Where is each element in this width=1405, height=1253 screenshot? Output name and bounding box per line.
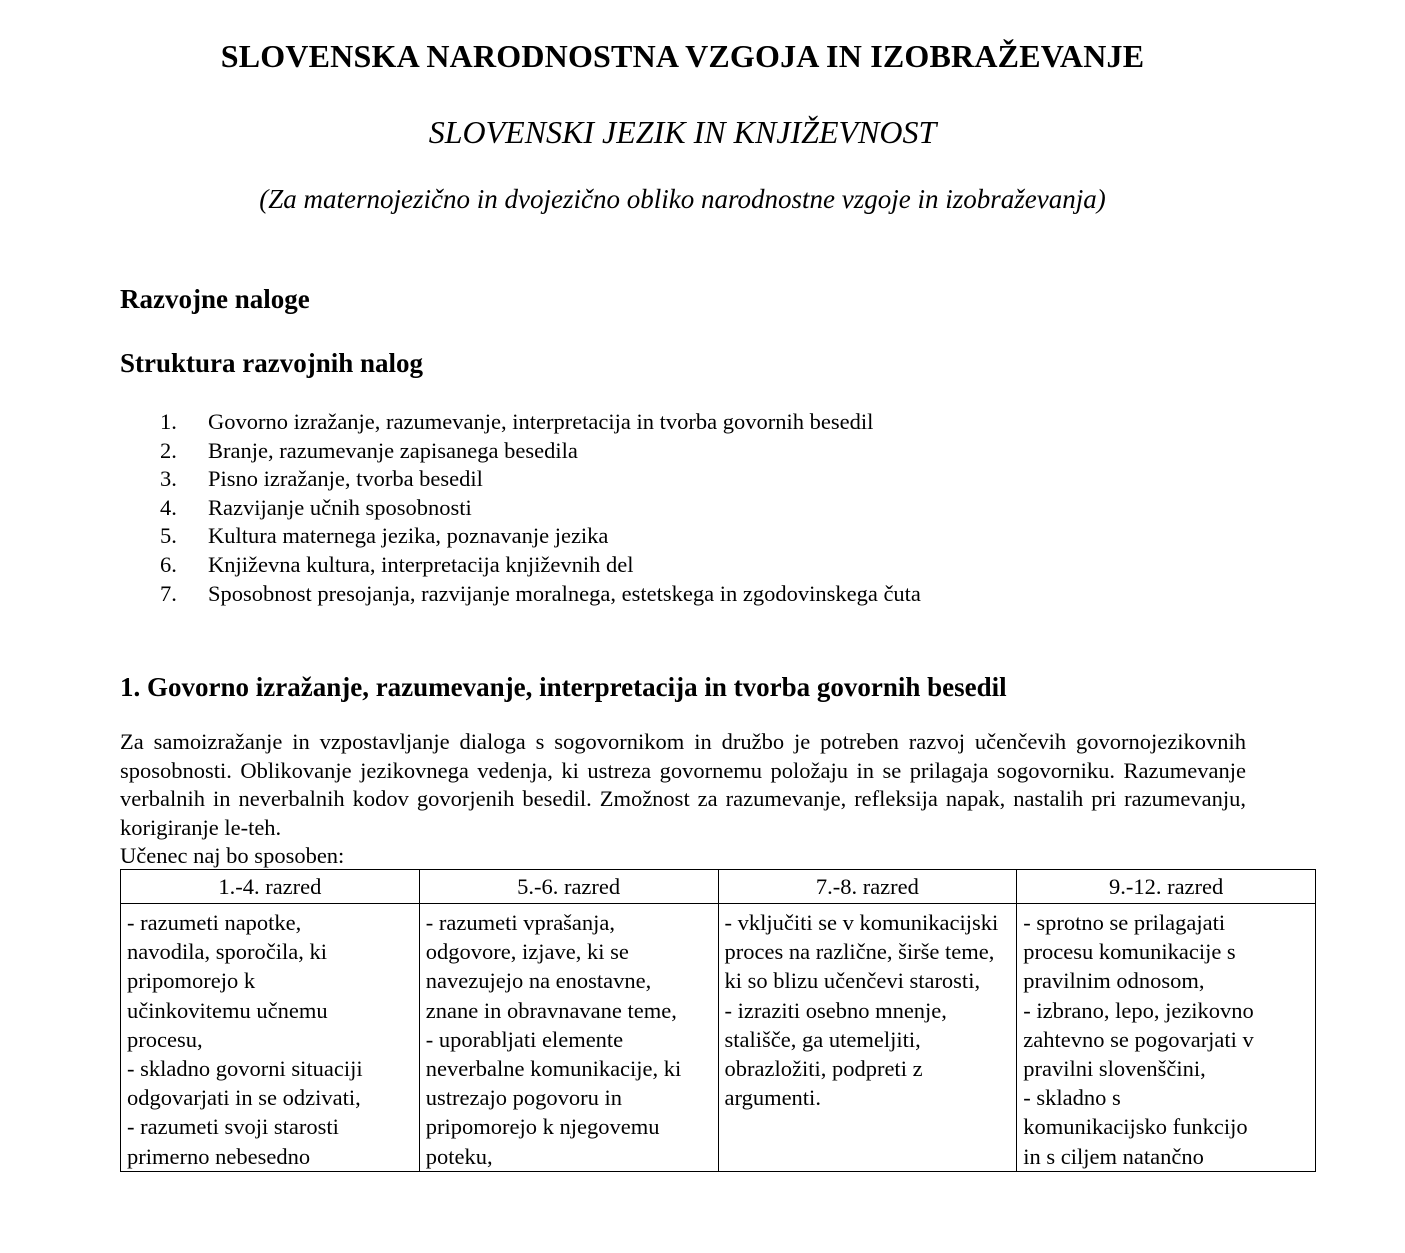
cell-line: pripomorejo k njegovemu: [425, 1114, 660, 1140]
cell-line: pravilni slovenščini,: [1023, 1056, 1206, 1082]
cell-line: navezujejo na enostavne,: [425, 968, 652, 994]
cell-line: primerno nebesedno: [127, 1143, 311, 1169]
list-item-text: Pisno izražanje, tvorba besedil: [208, 466, 483, 492]
list-item: [160, 465, 921, 494]
cell-line: - skladno s: [1023, 1085, 1121, 1111]
structure-list: [160, 408, 921, 608]
table-cell-grade-9-12: [1017, 904, 1316, 1172]
cell-line: obrazložiti, podpreti z: [724, 1056, 923, 1082]
cell-line: poteku,: [425, 1143, 493, 1169]
heading-razvojne-naloge: Razvojne naloge: [120, 284, 310, 314]
grade-objectives-table: [120, 869, 1316, 1172]
document-subtitle-note: (Za maternojezično in dvojezično obliko narodnostne vzgoje in izobraževanja): [259, 184, 1106, 214]
cell-line: neverbalne komunikacije, ki: [425, 1056, 682, 1082]
list-item-text: Kultura maternega jezika, poznavanje jezika: [208, 523, 609, 549]
cell-line: zahtevno se pogovarjati v: [1023, 1026, 1254, 1052]
cell-line: - uporabljati elemente: [425, 1026, 624, 1052]
cell-line: argumenti.: [724, 1085, 821, 1111]
column-header-grade-9-12: 9.-12. razred: [1017, 870, 1316, 904]
list-item-number: 2.: [160, 437, 177, 463]
section-1-paragraph: Za samoizražanje in vzpostavljanje dialoga s sogovornikom in družbo je potreben razvoj učenčevih govornojezikovnih sposobnosti. Oblikovanje jezikovnega vedenja, ki ustreza govornemu položaju in se prilagaja sogovorniku. Razumevanje verbalnih in neverbalnih kodov govorjenih besedil. Zmožnost za razumevanje, refleksija napak, nastalih pri razumevanju, korigiranje le-teh.: [120, 729, 1246, 840]
table-row: [121, 904, 1316, 1172]
cell-line: - razumeti napotke,: [127, 910, 302, 935]
cell-line: - sprotno se prilagajati: [1023, 910, 1226, 935]
cell-line: - razumeti vprašanja,: [425, 910, 616, 935]
document-title: SLOVENSKA NARODNOSTNA VZGOJA IN IZOBRAŽEVANJE: [220, 38, 1145, 74]
cell-line: pravilnim odnosom,: [1023, 968, 1205, 994]
list-item-text: Sposobnost presojanja, razvijanje moralnega, estetskega in zgodovinskega čuta: [208, 580, 921, 606]
cell-line: ki so blizu učenčevi starosti,: [724, 968, 981, 994]
cell-line: pripomorejo k: [127, 968, 256, 994]
cell-line: in s ciljem natančno: [1023, 1143, 1204, 1169]
list-item: [160, 522, 921, 551]
list-item-text: Razvijanje učnih sposobnosti: [208, 494, 472, 520]
cell-line: odgovore, izjave, ki se: [425, 939, 629, 965]
cell-line: učinkovitemu učnemu: [127, 997, 328, 1023]
table-cell-grade-7-8: [718, 904, 1017, 1172]
list-item: [160, 408, 921, 437]
list-item: [160, 494, 921, 523]
cell-line: ustrezajo pogovoru in: [425, 1085, 622, 1111]
cell-line: procesu,: [127, 1026, 203, 1052]
cell-line: - vključiti se v komunikacijski: [724, 910, 999, 935]
section-1-heading: 1. Govorno izražanje, razumevanje, interpretacija in tvorba govornih besedil: [120, 672, 1007, 702]
document-subtitle: SLOVENSKI JEZIK IN KNJIŽEVNOST: [428, 114, 937, 150]
cell-line: - izbrano, lepo, jezikovno: [1023, 997, 1254, 1023]
list-item-number: 7.: [160, 580, 177, 606]
cell-line: - razumeti svoji starosti: [127, 1114, 339, 1140]
list-item-number: 3.: [160, 466, 177, 492]
cell-line: - izraziti osebno mnenje,: [724, 997, 947, 1023]
list-item: [160, 437, 921, 466]
list-item-text: Književna kultura, interpretacija književnih del: [208, 551, 634, 577]
cell-line: odgovarjati in se odzivati,: [127, 1085, 361, 1111]
list-item-number: 5.: [160, 523, 177, 549]
column-header-grade-1-4: 1.-4. razred: [121, 870, 420, 904]
table-cell-grade-1-4: [121, 904, 420, 1172]
list-item-text: Govorno izražanje, razumevanje, interpretacija in tvorba govornih besedil: [208, 409, 874, 434]
cell-line: stališče, ga utemeljiti,: [724, 1026, 921, 1052]
list-item: [160, 580, 921, 609]
cell-line: znane in obravnavane teme,: [425, 997, 677, 1023]
table-header-row: [121, 870, 1316, 904]
list-item-number: 6.: [160, 551, 177, 577]
column-header-grade-7-8: 7.-8. razred: [718, 870, 1017, 904]
cell-line: komunikacijsko funkcijo: [1023, 1114, 1248, 1140]
list-item: [160, 551, 921, 580]
list-item-text: Branje, razumevanje zapisanega besedila: [208, 437, 578, 463]
cell-line: proces na različne, širše teme,: [724, 939, 995, 965]
heading-struktura-razvojnih-nalog: Struktura razvojnih nalog: [120, 348, 424, 378]
list-item-number: 1.: [160, 409, 177, 434]
column-header-grade-5-6: 5.-6. razred: [419, 870, 718, 904]
section-1-lead: Učenec naj bo sposoben:: [120, 843, 345, 868]
cell-line: navodila, sporočila, ki: [127, 939, 327, 965]
list-item-number: 4.: [160, 494, 177, 520]
cell-line: procesu komunikacije s: [1023, 939, 1236, 965]
table-cell-grade-5-6: [419, 904, 718, 1172]
cell-line: - skladno govorni situaciji: [127, 1056, 363, 1082]
